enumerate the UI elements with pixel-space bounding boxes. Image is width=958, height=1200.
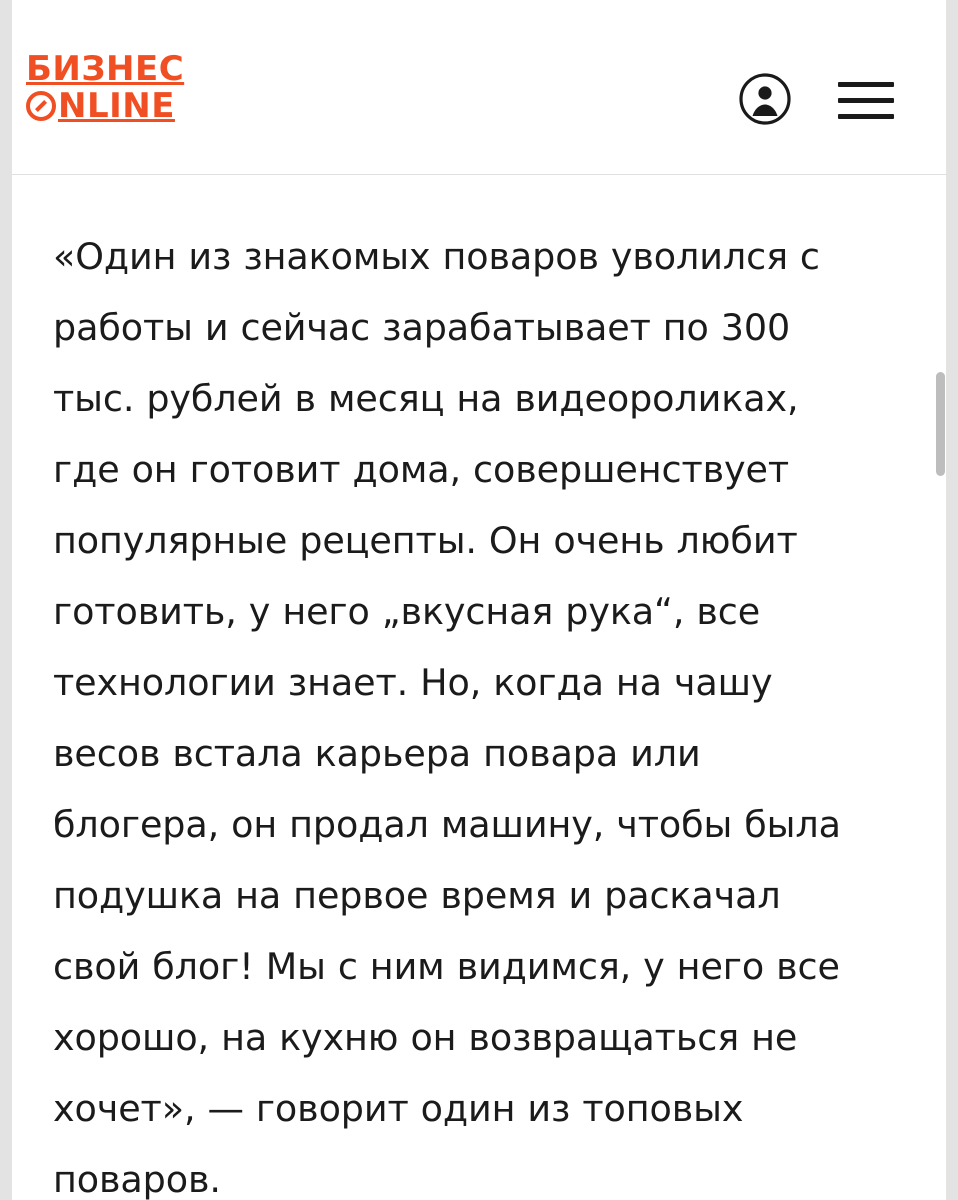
site-logo-line2-text: NLINE — [58, 86, 175, 126]
account-circle-icon[interactable] — [738, 72, 792, 126]
site-logo[interactable] — [26, 49, 226, 132]
site-header — [12, 0, 946, 175]
article-content — [12, 176, 946, 1200]
menu-bar-2 — [838, 98, 894, 103]
hamburger-menu-icon[interactable] — [838, 80, 894, 120]
viewport-left-gutter — [0, 0, 12, 1200]
logo-o-mark-icon — [26, 91, 56, 121]
viewport-right-gutter — [946, 0, 958, 1200]
menu-bar-1 — [838, 82, 894, 87]
vertical-scrollbar-track[interactable] — [936, 176, 946, 1200]
vertical-scrollbar-thumb[interactable] — [936, 372, 945, 476]
site-logo-line1: БИЗНЕС — [26, 49, 185, 89]
menu-bar-3 — [838, 114, 894, 119]
site-logo-line2 — [26, 86, 226, 126]
article-paragraph: «Один из знакомых поваров уволился с работы и сейчас зарабатывает по 300 тыс. рублей в месяц на видеороликах, где он готовит дома, совершенствует популярные рецепты. Он очень любит готовить, у него „вкусная рука“, все технологии знает. Но, когда на чашу весов встала карьера повара или блогера, он продал машину, чтобы была подушка на первое время и раскачал свой блог! Мы с ним видимся, у него все хорошо, на кухню он возвращаться не хочет», — говорит один из топовых поваров. — [53, 235, 841, 1200]
